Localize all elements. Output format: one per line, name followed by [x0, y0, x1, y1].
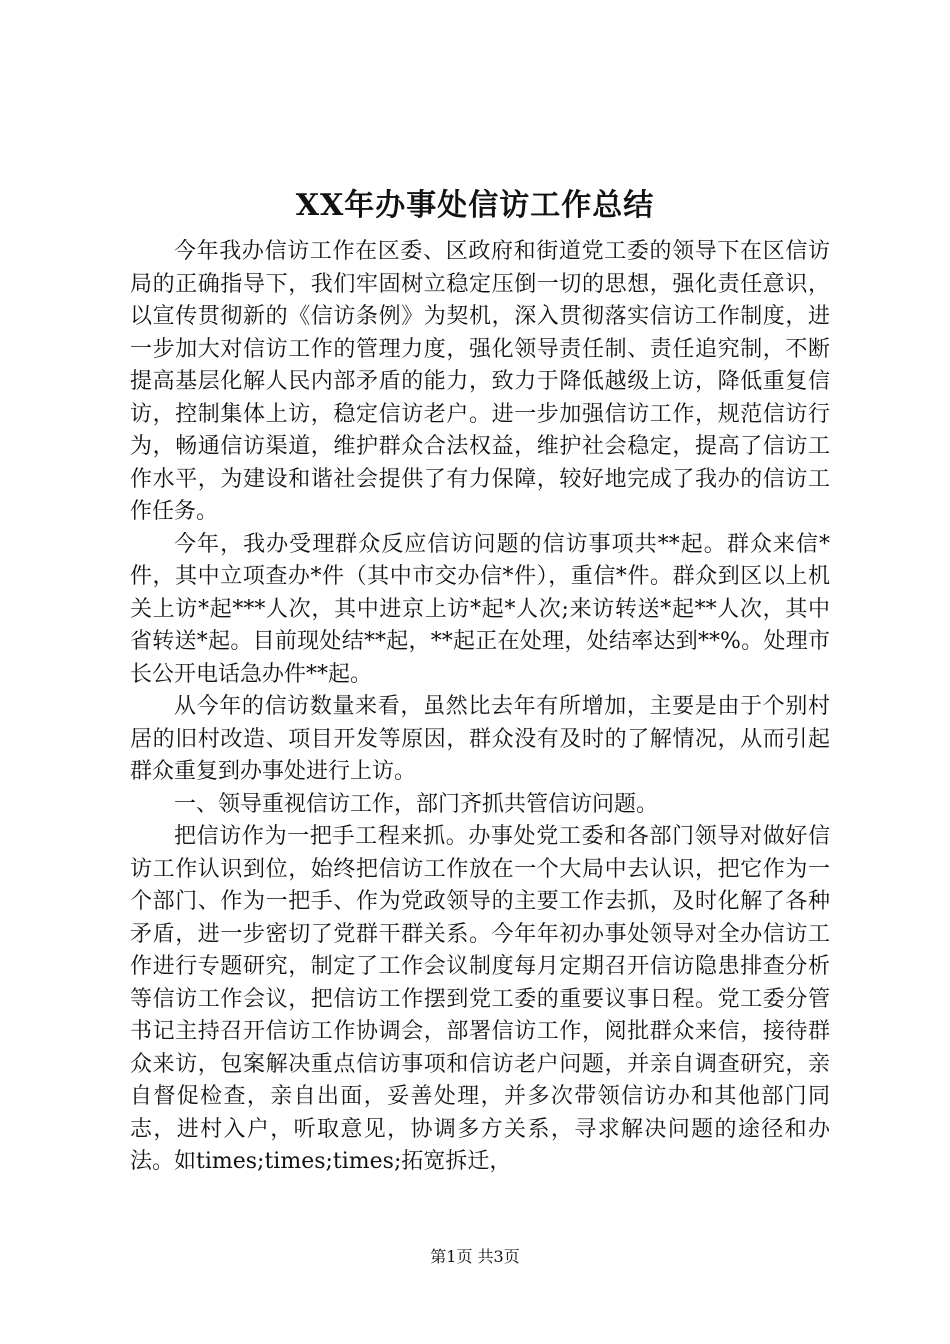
document-title: XX年办事处信访工作总结 — [295, 188, 655, 223]
paragraph-leadership: 把信访作为一把手工程来抓。办事处党工委和各部门领导对做好信访工作认识到位，始终把信访工作放在一个大局中去认识，把它作为一个部门、作为一把手、作为党政领导的主要工作去抓，及时化解了各种矛盾，进一步密切了党群干群关系。今年年初办事处领导对全办信访工作进行专题研究，制定了工作会议制度每月定期召开信访隐患排查分析等信访工作会议，把信访工作摆到党工委的重要议事日程。党工委分管书记主持召开信访工作协调会，部署信访工作，阅批群众来信，接待群众来访，包案解决重点信访事项和信访老户问题，并亲自调查研究，亲自督促检查，亲自出面，妥善处理，并多次带领信访办和其他部门同志，进村入户，听取意见，协调多方关系，寻求解决问题的途径和办法。如times;times;times;拓宽拆迁， — [130, 824, 830, 1174]
paragraph-intro: 今年我办信访工作在区委、区政府和街道党工委的领导下在区信访局的正确指导下，我们牢固树立稳定压倒一切的思想，强化责任意识，以宣传贯彻新的《信访条例》为契机，深入贯彻落实信访工作制度，进一步加大对信访工作的管理力度，强化领导责任制、责任追究制，不断提高基层化解人民内部矛盾的能力，致力于降低越级上访，降低重复信访，控制集体上访，稳定信访老户。进一步加强信访工作，规范信访行为，畅通信访渠道，维护群众合法权益，维护社会稳定，提高了信访工作水平，为建设和谐社会提供了有力保障，较好地完成了我办的信访工作任务。 — [130, 239, 830, 524]
paragraph-statistics: 今年，我办受理群众反应信访问题的信访事项共**起。群众来信*件，其中立项查办*件（其中市交办信*件），重信*件。群众到区以上机关上访*起***人次，其中进京上访*起*人次;来访转送*起**人次，其中省转送*起。目前现处结**起，**起正在处理，处结率达到**%。处理市长公开电话急办件**起。 — [130, 531, 830, 687]
document-body — [130, 236, 830, 1179]
page-number: 第1页 共3页 — [430, 1247, 520, 1266]
paragraph-analysis: 从今年的信访数量来看，虽然比去年有所增加，主要是由于个别村居的旧村改造、项目开发等原因，群众没有及时的了解情况，从而引起群众重复到办事处进行上访。 — [130, 694, 830, 784]
section-heading-1: 一、领导重视信访工作，部门齐抓共管信访问题。 — [174, 791, 659, 817]
